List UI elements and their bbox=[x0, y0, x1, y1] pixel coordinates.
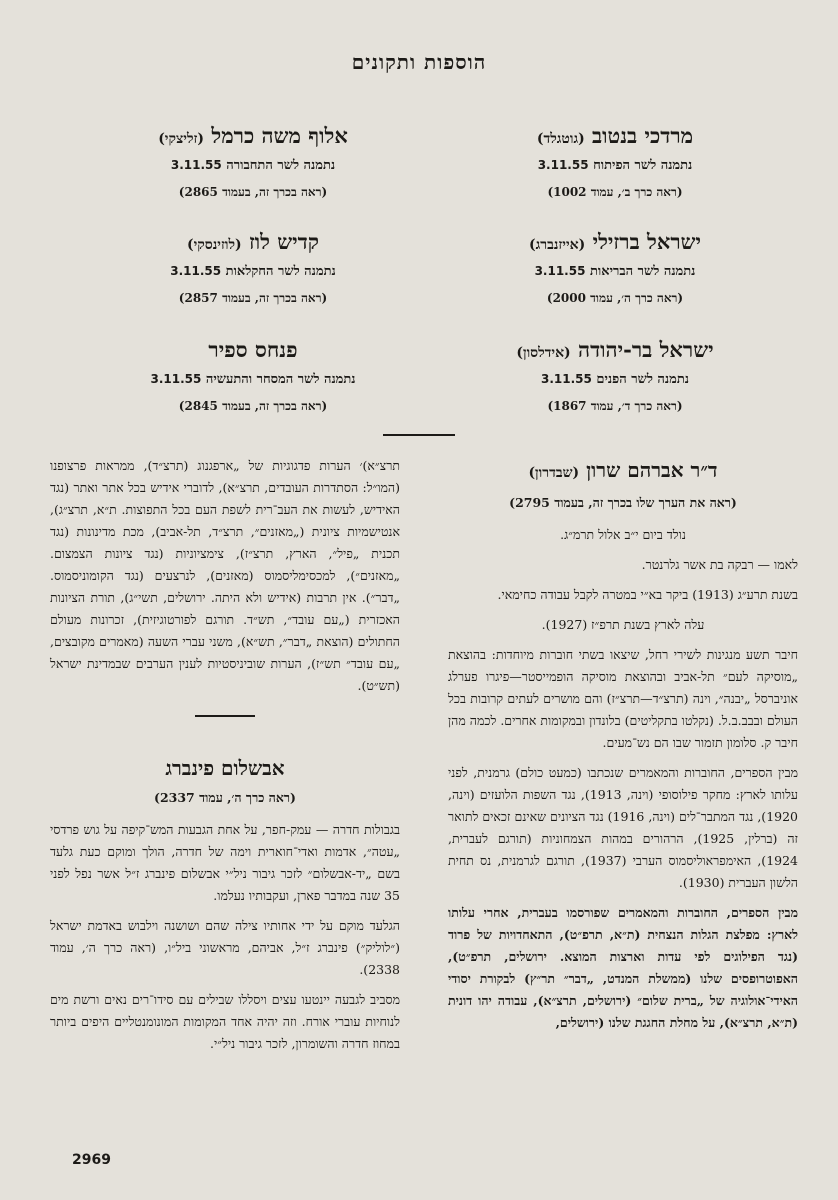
entry-ref: (ראה בכרך זה, בעמוד 2857) bbox=[178, 291, 328, 305]
entry-role: נתמנה לשר התחבורה 3.11.55 bbox=[170, 158, 336, 173]
entry-name: קדיש לוז (לוזינסקי) bbox=[186, 229, 320, 254]
entry-luz bbox=[88, 228, 418, 307]
entry-ref: (ראה כרך ד׳, עמוד 1867) bbox=[547, 399, 683, 413]
paragraph: מבין הספרים, החוברות והמאמרים שנכתבו (כמעט כולם) גרמנית, לפני עלותו לארץ: מחקר פילוסופי (וינה, 1913), נגד השפות הלועזים (וינה, 1920), נגד המתבר־לים (וינה, 1916) נגד הציונים שאינם זכאים לתואר זה (ברלין, 1925), הרהורים במהות הצמחוניות (תורגם לעברית, 1924), האימפראוליסמוס הערבי (1937), תורגם לגרמנית, נס תחית הלשון העברית (1930). bbox=[448, 765, 799, 890]
entry-name: מרדכי בנטוב (גוטגלד) bbox=[536, 123, 694, 148]
paragraph: מבין הספרים, החוברות והמאמרים שפורסמו בעברית, אחרי עלותו לארץ: מפלצת הגלות הנצחית (ת״א, תרפ״ט), התאחדויות של פרוד (נגד הפילוגים לפי עדות וארצות המוצא. ירושלים, תרפ״ט), האפוטרופסים שלנו (ממשלת המנדט, „דבר״ תר״ץ) לבקורת יסודי האידי־אולוגיה של „ברית שלום״ (ירושלים, תרצ״א), עבודה יהו דונית (ת״א, תרצ״א), על מחלת החגגת שלנו (ירושלים, bbox=[448, 905, 798, 1030]
entry-name: אלוף משה כרמל (זליצקי) bbox=[158, 123, 348, 148]
entry-bar-yehuda bbox=[450, 336, 780, 415]
paragraph: תרצ״א)׳ הערות פדגוגיות של „ארפגנוג (תרצ״ד), ממראות פרצופנו (המו״ל: הסתדרות העובדים, תרצ״א), לדוברי אידיש בכל אתר ואתר (נגד האידיש, לעשות את העב־רית לשפת העם בכל התפוצות. ת״א, תרצ״ג), אנטישמיות ציונית („מאזנים״, תרצ״ד, תל-אביב), מכת מדינונות (נגד תכנית „פיל״, הארץ, תרצ״ז), צימציוניות (נגד ציונות הצמצום. „מאזנים״), למכסימליסמוס (מאזנים), לנרצעים (נגד הקומוניסמוס. „דבר״). אין תרבות (אידיש ולא היתה. ירושלים, תשי״ג), תורת הציונות האכזרית („עם עובד״, תש״ד. תורגם לפורטוגיזית), זכרונות מעולם החתולים (הוצאת „דבר״, תש״א), משני עברי השעה (מאמרים מקובצים, „עם עובד״ תש״ז), הערות שוביניסטיות לענין הערבים שבמדינת ישראל (תש״ט). bbox=[50, 458, 400, 693]
entry-role: נתמנה לשר המסחר והתעשיה 3.11.55 bbox=[150, 372, 356, 387]
entry-name: ישראל ברזילי (אייזנברג) bbox=[528, 229, 702, 254]
entry-ref: (ראה כרך ב׳, עמוד 1002) bbox=[547, 185, 683, 199]
article-ref: (ראה כרך ה׳, עמוד 2337) bbox=[154, 790, 296, 805]
entry-sapir bbox=[88, 336, 418, 415]
article-ref: (ראה את הערך שלו בכרך זה, בעמוד 2795) bbox=[509, 495, 737, 510]
entry-bentov bbox=[450, 122, 780, 201]
paragraph: בשנת תרע״ג (1913) ביקר בא״י במטרה לקבל עבודה כחימאי. bbox=[497, 587, 798, 602]
entry-ref: (ראה בכרך זה, בעמוד 2865) bbox=[178, 185, 328, 199]
paragraph: עלה לארץ בשנת תרפ״ז (1927). bbox=[541, 617, 705, 632]
entry-ref: (ראה כרך ה׳, עמוד 2000) bbox=[546, 291, 684, 305]
paragraph: בגבולות חדרה — עמק-חפר, על אחת הגבעות המש־קיפה על גוש פרדסי „עטה״, אדמות ואדי־חוארית וימה של חדרה, הולך ומוקם כעת גלעד בשם „יד-אבשלום״ לזכר גיבור ניל״י אבשלום פינברג ז״ל אשר נפל לפני 35 שנה במדבר פארן, ועקבותיו נעלמו. bbox=[50, 822, 400, 903]
entry-barzilai bbox=[450, 228, 780, 307]
paragraph: נולד ביום י״ב אלול תרמ״ג. bbox=[560, 527, 686, 542]
paragraph: הגלעד מוקם על ידי אחותיו צילה שהם ושושנה וילבוש באדמת ישראל (״לוליק״) פינברג ז״ל, אביהם, מראשוני ביל״ו, (ראה כרך ה׳, עמוד 2338). bbox=[50, 918, 400, 977]
entry-role: נתמנה לשר הפנים 3.11.55 bbox=[541, 372, 689, 387]
article-heading: אבשלום פינברג bbox=[165, 756, 285, 780]
paragraph: מסביב לגבעה יינטעו עצים ויסללו שבילים עם סידו־רים נאים ורשת מים לנוחיות עוברי אורח. וזה יהיה אחד המקומות המונומנטליים היפים ביותר במחוז חדרה והשומרון, לזכר גיבור ניל״י. bbox=[50, 992, 400, 1051]
left-column bbox=[50, 455, 400, 1063]
article-heading: ד״ר אברהם שרון (שבדרון) bbox=[528, 458, 718, 482]
page-title: הוספות ותקונים bbox=[351, 50, 487, 74]
paragraph: לאמו — רבקה בת אשר גלרנטר. bbox=[641, 557, 798, 572]
section-divider bbox=[383, 434, 455, 436]
section-divider bbox=[195, 715, 255, 717]
entry-role: נתמנה לשר החקלאות 3.11.55 bbox=[170, 264, 336, 279]
article-sharon bbox=[448, 455, 798, 1042]
entry-carmel bbox=[88, 122, 418, 201]
page-number: 2969 bbox=[72, 1152, 111, 1168]
entry-name: ישראל בר-יהודה (אידלסון) bbox=[516, 337, 714, 362]
entry-ref: (ראה בכרך זה, בעמוד 2845) bbox=[178, 399, 328, 413]
entry-role: נתמנה לשר הבריאות 3.11.55 bbox=[534, 264, 696, 279]
entry-role: נתמנה לשר הפיתוח 3.11.55 bbox=[537, 158, 693, 173]
paragraph: חיבר תשע מנגינות לשירי רחל, שיצאו בשתי חוברות מיוחדות: בהוצאת „מוסיקה לעם״ תל-אביב ובהוצאת מוסיקה הופמייסטר—פיגרו פערלג אוניברסל „יבנה״, וינה (תרצ״ד—תרצ״ז) והם מושרים לעתים קרובות בכל העולם ובבב.ב.ל. (נקלטו בתקליטים) בלונדון ובמקומות אחרים. לכמה מהן חיבר ק. סלומון תזמור שבו הם נש־מעים. bbox=[448, 647, 798, 750]
entry-name: פנחס ספיר bbox=[208, 337, 298, 362]
